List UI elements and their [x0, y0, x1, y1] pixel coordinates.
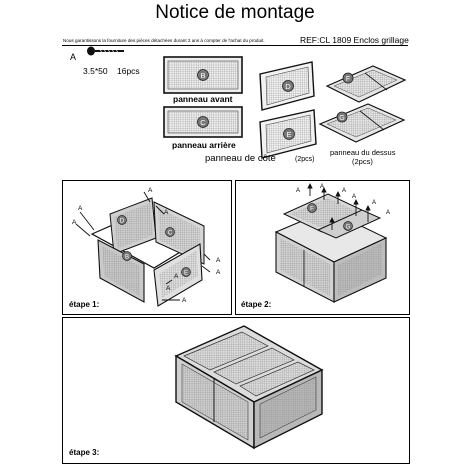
step1-callout-a: A: [72, 219, 77, 226]
step1-callout-a: A: [216, 257, 221, 264]
guarantee-note: Nous garantissons la fourniture des pièces détachées durant 2 ans à compter de l'achat du produit.: [63, 38, 265, 43]
side-panel-d: [256, 60, 326, 112]
back-panel-c: [163, 106, 243, 138]
top-panels-label: panneau du dessus: [330, 148, 396, 157]
step1-part-e: E: [183, 270, 189, 277]
step2-callout-a: A: [372, 200, 377, 206]
step1-part-b: B: [124, 254, 130, 261]
side-panels-label: panneau de côté: [205, 153, 276, 164]
step2-callout-a: A: [386, 210, 391, 216]
step2-callout-a: A: [320, 184, 325, 190]
top-panel-g: [318, 102, 408, 144]
back-panel-label: panneau arrière: [172, 140, 236, 150]
side-panels-qty: (2pcs): [295, 156, 315, 163]
step2-part-f: F: [310, 206, 314, 213]
part-letter-d: D: [285, 82, 291, 91]
front-panel-b: [163, 56, 243, 94]
product-reference: REF:CL 1809 Enclos grillage: [300, 35, 409, 45]
part-letter-c: C: [200, 118, 206, 127]
step1-callout-a: A: [78, 205, 83, 212]
screw-label: A: [70, 52, 77, 62]
step-2-label: étape 2:: [241, 300, 272, 309]
page-title: Notice de montage: [155, 2, 315, 23]
screw-spec: 3.5*50: [83, 66, 108, 76]
step-2-diagram: [268, 186, 404, 308]
step1-callout-a: A: [148, 187, 153, 194]
step1-callout-a: A: [164, 209, 169, 216]
step1-part-c: C: [167, 230, 173, 237]
step-3-diagram: [172, 322, 328, 452]
step1-callout-a: A: [174, 273, 179, 280]
step2-callout-a: A: [296, 188, 301, 194]
part-letter-g: G: [339, 115, 345, 122]
step1-callout-a: A: [166, 285, 171, 292]
step-3-label: étape 3:: [69, 448, 100, 457]
step2-callout-a: A: [352, 194, 357, 200]
step-1-diagram: [70, 184, 226, 306]
top-panel-f: [325, 64, 407, 104]
top-panels-qty: (2pcs): [352, 157, 373, 166]
part-letter-f: F: [345, 76, 351, 83]
step1-part-d: D: [119, 218, 125, 225]
step1-callout-a: A: [182, 297, 187, 304]
screw-quantity: 16pcs: [117, 66, 140, 76]
step1-callout-a: A: [216, 269, 221, 276]
part-letter-e: E: [286, 130, 292, 139]
step2-callout-a: A: [342, 188, 347, 194]
step-1-label: étape 1:: [69, 300, 100, 309]
screw-icon: [86, 44, 126, 58]
step2-part-g: G: [345, 224, 351, 231]
front-panel-label: panneau avant: [173, 94, 233, 104]
part-letter-b: B: [200, 71, 206, 80]
